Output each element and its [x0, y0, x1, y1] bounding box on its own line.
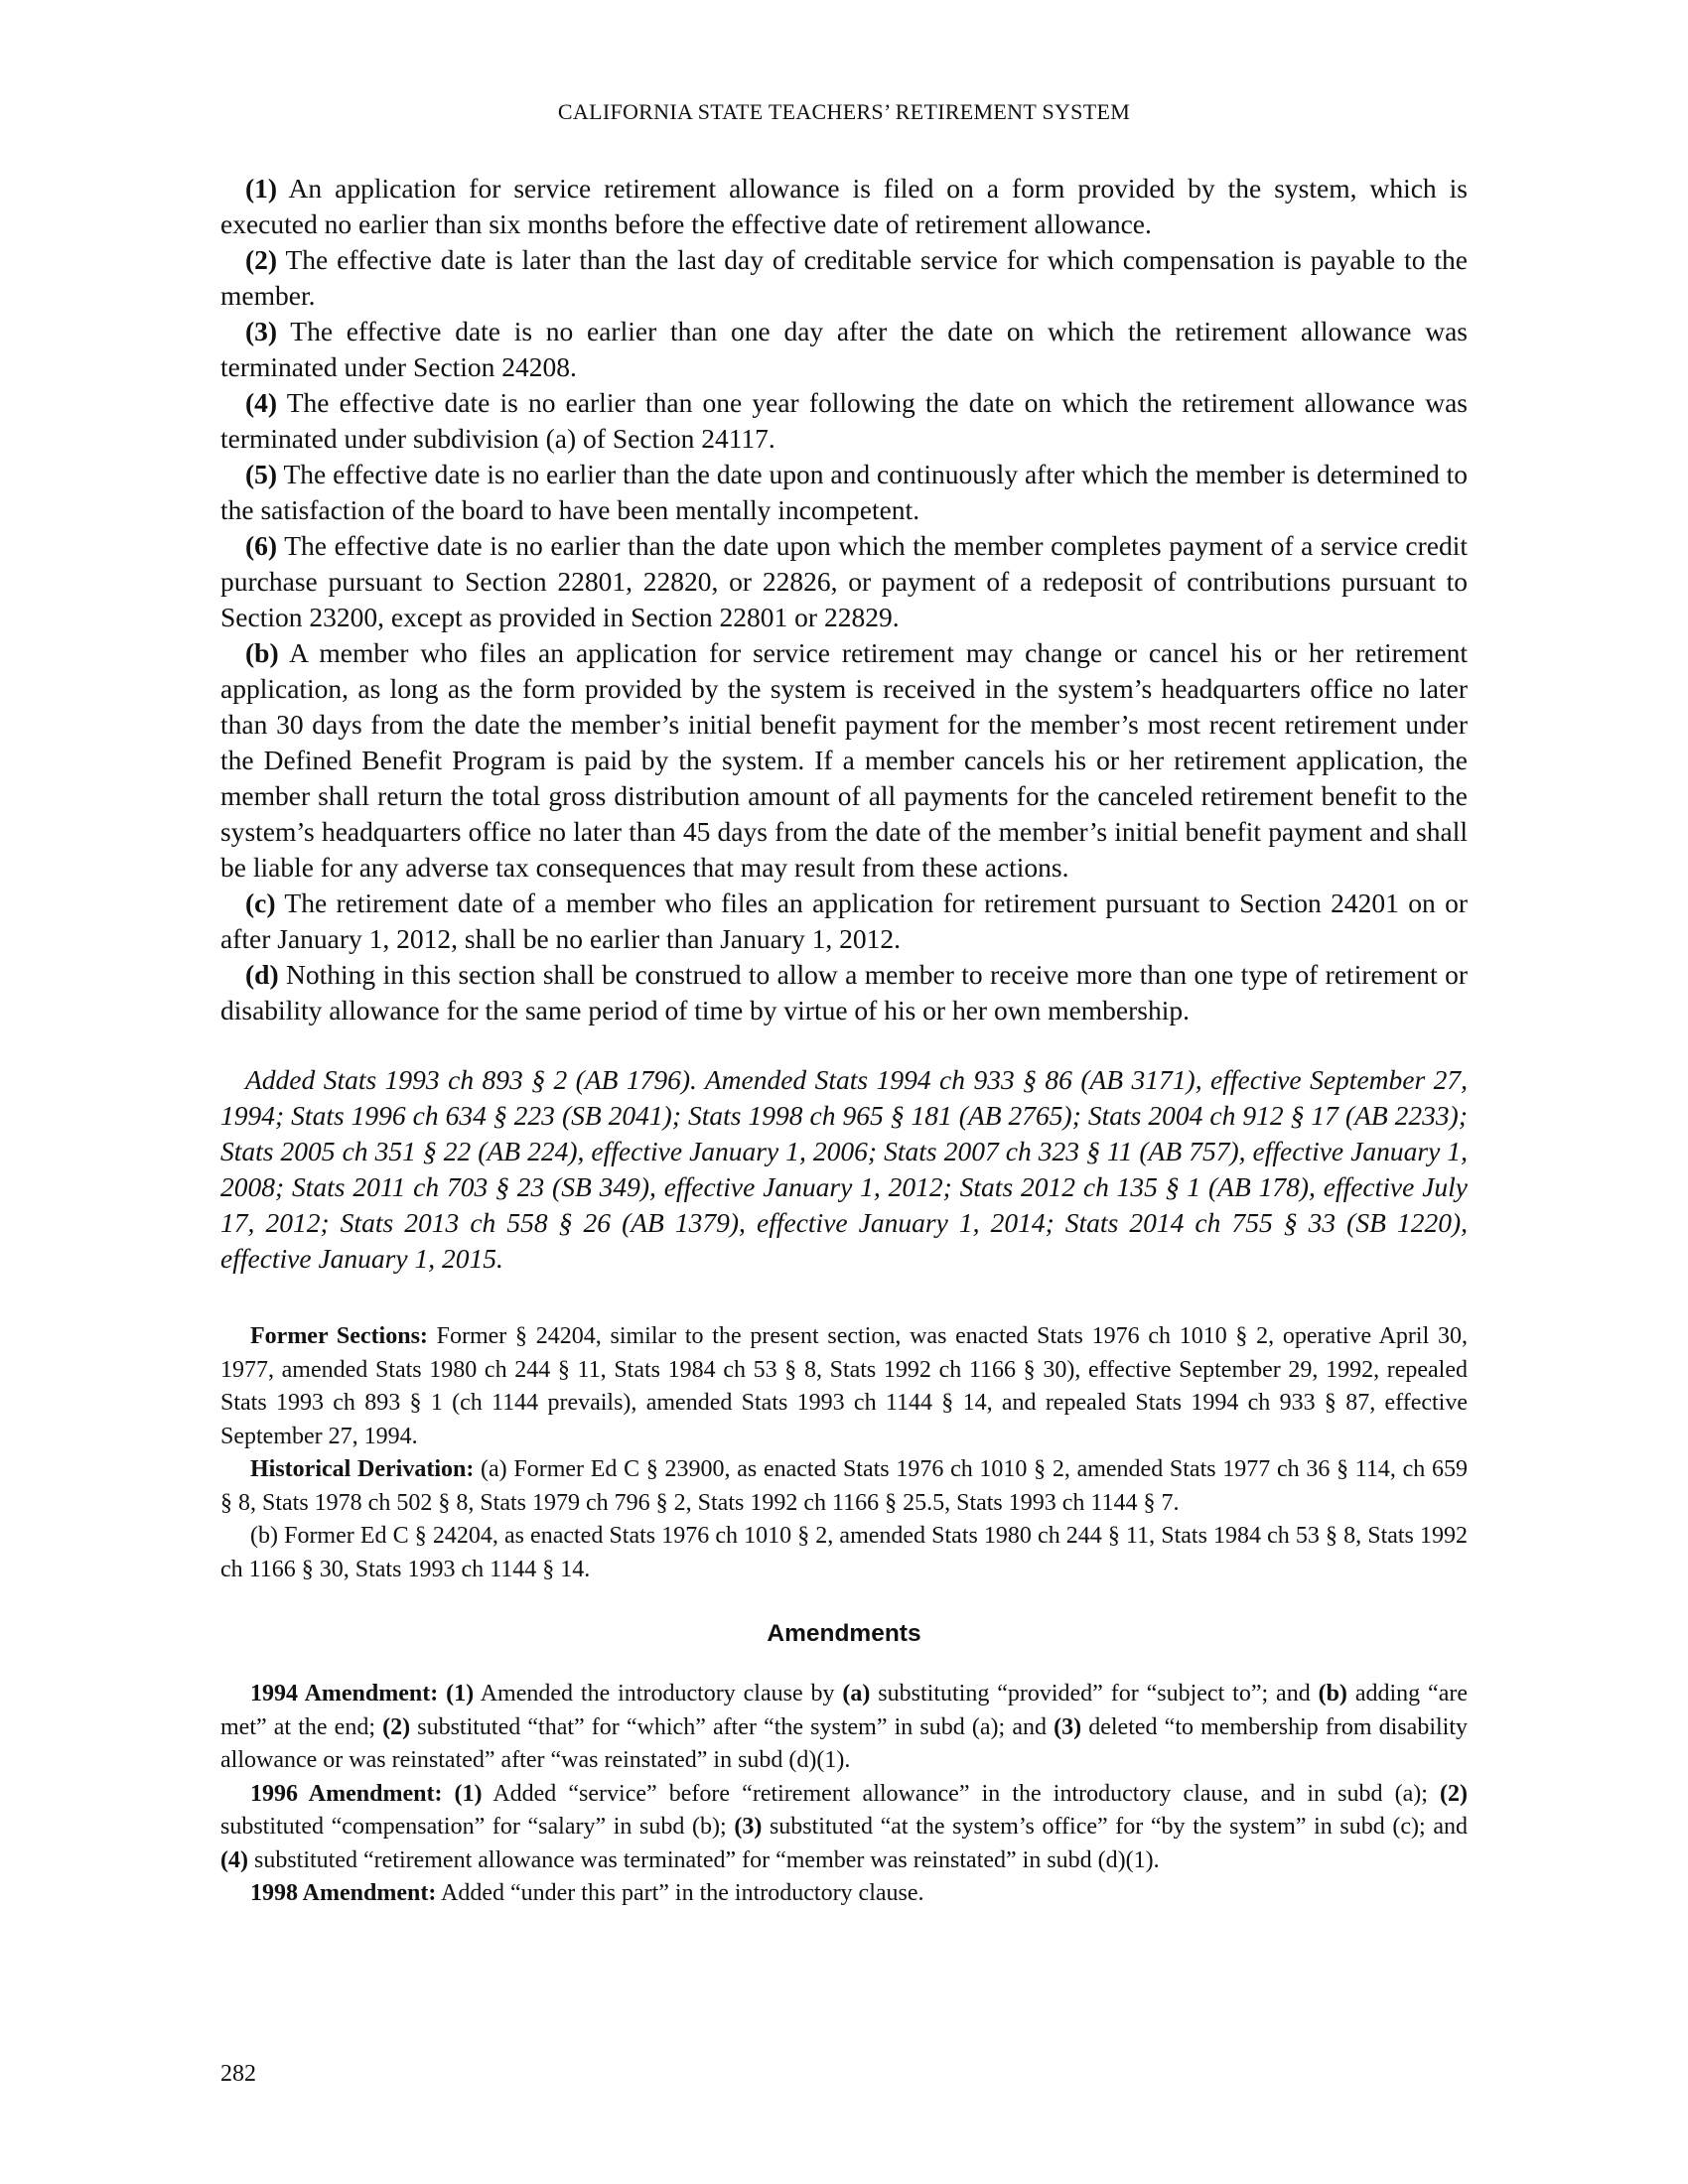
item-number: (3) [1054, 1713, 1082, 1740]
amendment-label: 1994 Amendment: [250, 1681, 439, 1706]
amendment-label: 1996 Amendment: [250, 1780, 443, 1807]
subdivision-label: (d) [245, 959, 279, 990]
running-header: CALIFORNIA STATE TEACHERS’ RETIREMENT SYSTEM [557, 99, 1131, 124]
subdivision-text: The effective date is no earlier than the date upon and continuously after which the member is determined to the satisfaction of the board to have been mentally incompetent. [220, 459, 1468, 525]
amendment-1996 [220, 1778, 1468, 1878]
subdivision-a1 [220, 171, 1468, 242]
page-number: 282 [220, 2061, 256, 2087]
subdivision-b [220, 635, 1468, 886]
notes-section [220, 1320, 1468, 1586]
subdivision-label: (5) [245, 459, 278, 489]
amendment-text: substituted “that” for “which” after “the system” in subd (a); and [410, 1713, 1055, 1740]
statute-body [220, 171, 1468, 1911]
subdivision-a3 [220, 314, 1468, 385]
amendment-text: deleted “to membership from disability allowance or was reinstated” after “was reinstated” in subd (d)(1). [220, 1713, 1468, 1773]
item-number: (b) [1318, 1681, 1347, 1706]
amendment-1998 [220, 1877, 1468, 1911]
amendment-text: Added “under this part” in the introductory clause. [436, 1880, 924, 1906]
item-number: (2) [382, 1713, 411, 1740]
historical-derivation-note [220, 1453, 1468, 1520]
subdivision-d [220, 957, 1468, 1028]
item-number: (1) [446, 1681, 475, 1706]
amendment-text: Added “service” before “retirement allowance” in the introductory clause, and in subd (a); [482, 1780, 1441, 1807]
amendment-text: adding “are met” at the end; [220, 1681, 1469, 1740]
subdivision-label: (2) [245, 244, 278, 275]
subdivision-text: An application for service retirement allowance is filed on a form provided by the system, which is executed no earlier than six months before the effective date of retirement allowance. [220, 173, 1468, 239]
item-number: (1) [454, 1780, 483, 1807]
subdivision-text: The retirement date of a member who files an application for retirement pursuant to Section 24201 on or after January 1, 2012, shall be no earlier than January 1, 2012. [220, 887, 1468, 954]
amendment-label: 1998 Amendment: [250, 1880, 437, 1906]
amendment-text: substituted “compensation” for “salary” in subd (b); [220, 1814, 735, 1840]
note-label: Historical Derivation: [250, 1456, 475, 1482]
former-sections-note [220, 1320, 1468, 1453]
subdivision-text: The effective date is no earlier than the date upon which the member completes payment of a service credit purchase pursuant to Section 22801, 22820, or 22826, or payment of a redeposit of contributions pursuant to Section 23200, except as provided in Section 22801 or 22829. [220, 530, 1468, 632]
subdivision-label: (c) [245, 887, 276, 918]
subdivision-label: (3) [245, 316, 278, 346]
note-text: (a) Former Ed C § 23900, as enacted Stats 1976 ch 1010 § 2, amended Stats 1977 ch 36 § 114, ch 659 § 8, Stats 1978 ch 502 § 8, Stats 1979 ch 796 § 2, Stats 1992 ch 1166 § 25.5, Stats 1993 ch 1144 § 7. [220, 1456, 1468, 1516]
subdivision-a4 [220, 385, 1468, 457]
subdivision-label: (b) [245, 637, 279, 668]
subdivision-label: (1) [245, 173, 278, 204]
item-number: (2) [1440, 1780, 1468, 1807]
subdivision-text: The effective date is no earlier than one day after the date on which the retirement allowance was terminated under Section 24208. [220, 316, 1468, 382]
amendments-heading: Amendments [767, 1620, 921, 1647]
historical-derivation-note-b: (b) Former Ed C § 24204, as enacted Stats 1976 ch 1010 § 2, amended Stats 1980 ch 244 § 11, Stats 1984 ch 53 § 8, Stats 1992 ch 1166 § 30, Stats 1993 ch 1144 § 14. [220, 1523, 1468, 1582]
subdivision-text: The effective date is later than the last day of creditable service for which compensation is payable to the member. [220, 244, 1468, 311]
subdivision-text: A member who files an application for service retirement may change or cancel his or her retirement application, as long as the form provided by the system is received in the system’s headquarters office no later than 30 days from the date the member’s initial benefit payment for the member’s most recent retirement under the Defined Benefit Program is paid by the system. If a member cancels his or her retirement application, the member shall return the total gross distribution amount of all payments for the canceled retirement benefit to the system’s headquarters office no later than 45 days from the date of the member’s initial benefit payment and shall be liable for any adverse tax consequences that may result from these actions. [220, 637, 1468, 883]
item-number: (3) [734, 1814, 763, 1840]
subdivision-a6 [220, 528, 1468, 635]
subdivision-text: The effective date is no earlier than one year following the date on which the retirement allowance was terminated under subdivision (a) of Section 24117. [220, 387, 1468, 454]
note-label: Former Sections: [250, 1323, 428, 1349]
item-number: (4) [220, 1846, 248, 1873]
subdivision-a2 [220, 242, 1468, 314]
amendment-text: Amended the introductory clause by [474, 1681, 843, 1706]
amendment-text: substituting “provided” for “subject to”; and [870, 1681, 1319, 1706]
legislative-history: Added Stats 1993 ch 893 § 2 (AB 1796). Amended Stats 1994 ch 933 § 86 (AB 3171), effective September 27, 1994; Stats 1996 ch 634 § 223 (SB 2041); Stats 1998 ch 965 § 181 (AB 2765); Stats 2004 ch 912 § 17 (AB 2233); Stats 2005 ch 351 § 22 (AB 224), effective January 1, 2006; Stats 2007 ch 323 § 11 (AB 757), effective January 1, 2008; Stats 2011 ch 703 § 23 (SB 349), effective January 1, 2012; Stats 2012 ch 135 § 1 (AB 178), effective July 17, 2012; Stats 2013 ch 558 § 26 (AB 1379), effective January 1, 2014; Stats 2014 ch 755 § 33 (SB 1220), effective January 1, 2015. [220, 1064, 1468, 1274]
subdivision-a5 [220, 457, 1468, 528]
subdivision-text: Nothing in this section shall be construed to allow a member to receive more than one type of retirement or disability allowance for the same period of time by virtue of his or her own membership. [220, 959, 1468, 1025]
amendment-1994 [220, 1678, 1468, 1778]
subdivision-label: (6) [245, 530, 278, 561]
note-text: Former § 24204, similar to the present section, was enacted Stats 1976 ch 1010 § 2, operative April 30, 1977, amended Stats 1980 ch 244 § 11, Stats 1984 ch 53 § 8, Stats 1992 ch 1166 § 30), effective September 29, 1992, repealed Stats 1993 ch 893 § 1 (ch 1144 prevails), amended Stats 1993 ch 1144 § 14, and repealed Stats 1994 ch 933 § 87, effective September 27, 1994. [220, 1323, 1468, 1449]
subdivision-label: (4) [245, 387, 278, 418]
amendment-text: substituted “at the system’s office” for “by the system” in subd (c); and [762, 1814, 1468, 1840]
subdivision-c [220, 886, 1468, 957]
amendment-text: substituted “retirement allowance was terminated” for “member was reinstated” in subd (d)(1). [247, 1846, 1160, 1873]
item-number: (a) [842, 1681, 871, 1706]
